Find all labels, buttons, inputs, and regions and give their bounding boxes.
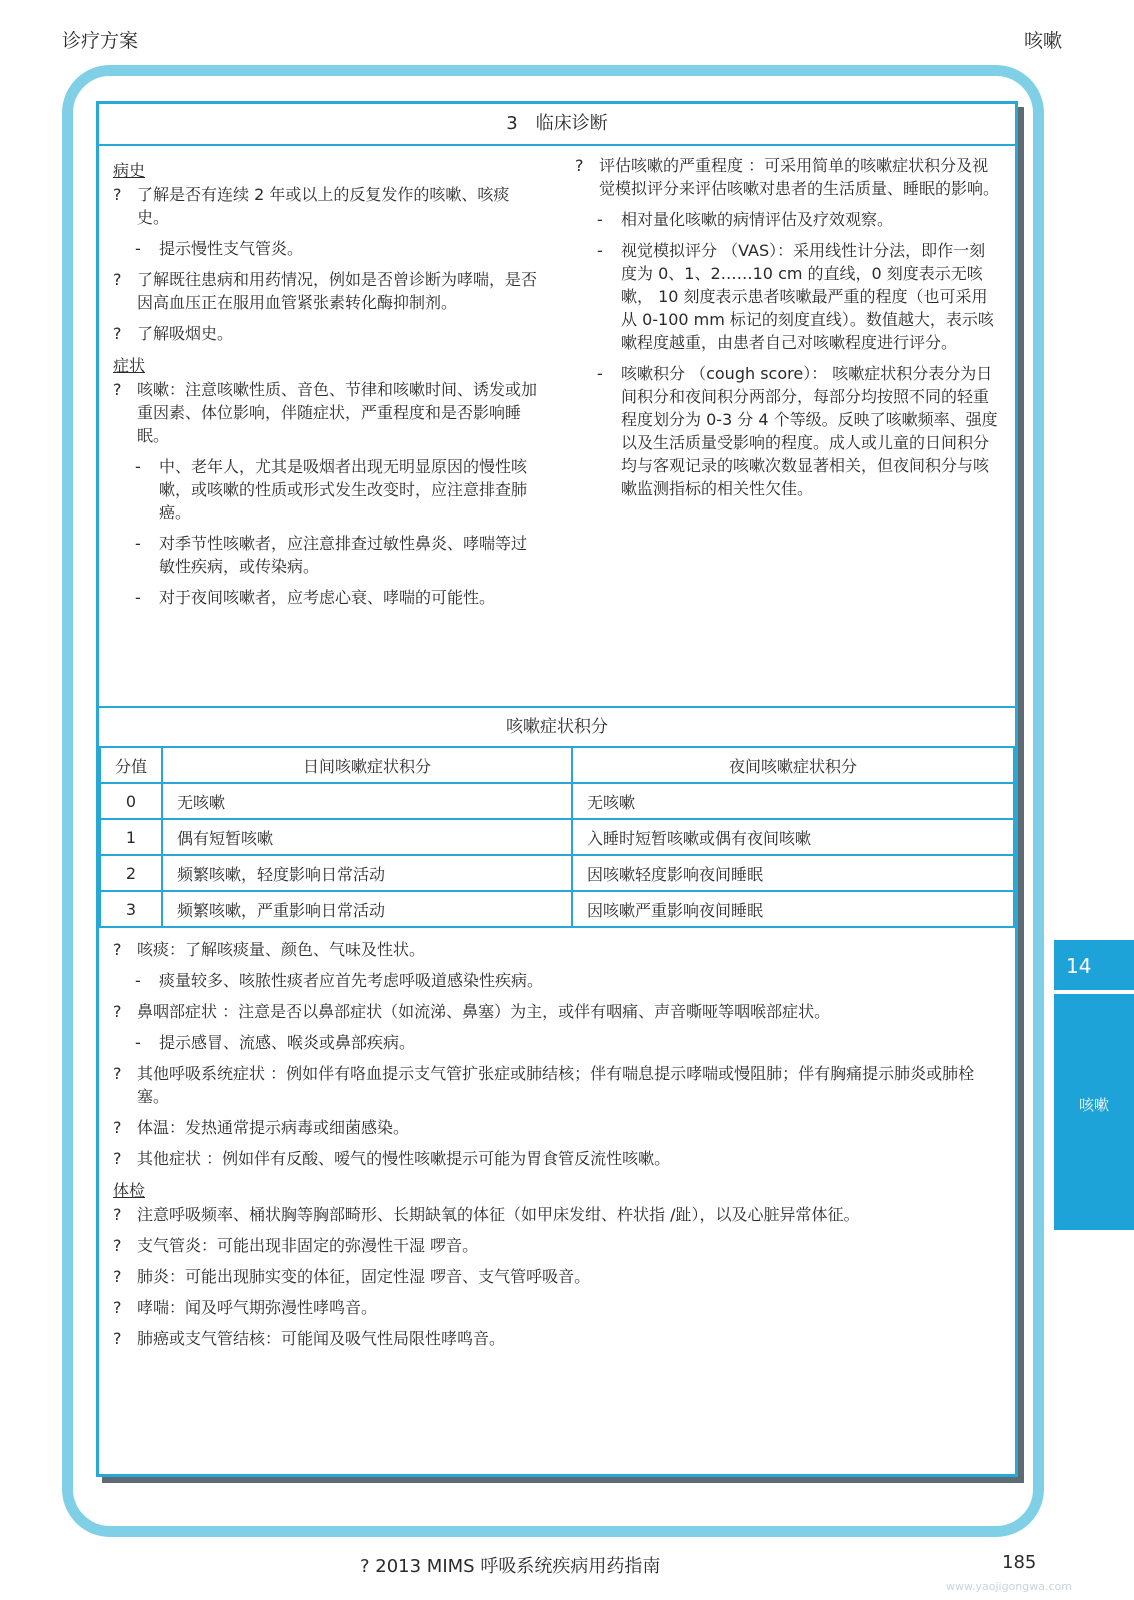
list-item: - 对于夜间咳嗽者，应考虑心衰、哮喘的可能性。 bbox=[135, 588, 496, 607]
table-cell: 2 bbox=[100, 855, 162, 891]
table-row bbox=[100, 819, 1014, 855]
list-item: ? 其他症状 ：例如伴有反酸、嗳气的慢性咳嗽提示可能为胃食管反流性咳嗽。 bbox=[113, 1149, 671, 1168]
header-right: 咳嗽 bbox=[1023, 30, 1062, 52]
list-item: - 咳嗽积分 （cough score）： 咳嗽症状积分表分为日间积分和夜间积分两部分，每部分均按照不同的轻重程度划分为 0-3 分 4 个等级。反映了咳嗽频率、强度以及生活质量受影响的程度。成人或儿童的日间积分均与客观记录的咳嗽次数显著相关，但夜间积分与咳嗽监测指标的相关性欠佳。 bbox=[597, 364, 998, 498]
list-item: - 相对量化咳嗽的病情评估及疗效观察。 bbox=[597, 210, 894, 229]
table-cell: 因咳嗽轻度影响夜间睡眠 bbox=[572, 855, 1014, 891]
list-item: ? 体温：发热通常提示病毒或细菌感染。 bbox=[113, 1118, 410, 1137]
left-column bbox=[113, 152, 569, 706]
lower-section bbox=[99, 928, 1015, 1350]
table-cell: 入睡时短暂咳嗽或偶有夜间咳嗽 bbox=[572, 819, 1014, 855]
table-header: 日间咳嗽症状积分 bbox=[162, 747, 572, 783]
table-cell: 偶有短暂咳嗽 bbox=[162, 819, 572, 855]
header-left: 诊疗方案 bbox=[62, 30, 139, 52]
list-item: ? 其他呼吸系统症状 ：例如伴有咯血提示支气管扩张症或肺结核；伴有喘息提示哮喘或慢阻肺；伴有胸痛提示肺炎或肺栓塞。 bbox=[113, 1064, 975, 1106]
table-header-row bbox=[100, 747, 1014, 783]
table-row bbox=[100, 855, 1014, 891]
list-item: ? 了解吸烟史。 bbox=[113, 324, 234, 343]
chapter-tab-label: 咳嗽 bbox=[1054, 994, 1134, 1230]
page-number: 185 bbox=[1002, 1552, 1037, 1573]
table-cell: 频繁咳嗽，严重影响日常活动 bbox=[162, 891, 572, 927]
watermark: www.yaojigongwa.com bbox=[946, 1580, 1072, 1593]
table-row bbox=[100, 891, 1014, 927]
footer-title: ? 2013 MIMS 呼吸系统疾病用药指南 bbox=[360, 1556, 661, 1577]
section-number: 3 bbox=[506, 113, 518, 134]
table-cell: 无咳嗽 bbox=[572, 783, 1014, 819]
content-box bbox=[96, 101, 1018, 1477]
list-item: ? 哮喘：闻及呼气期弥漫性哮鸣音。 bbox=[113, 1298, 378, 1317]
list-item: - 痰量较多、咳脓性痰者应首先考虑呼吸道感染性疾病。 bbox=[135, 971, 544, 990]
section-title bbox=[99, 104, 1015, 146]
table-cell: 无咳嗽 bbox=[162, 783, 572, 819]
list-item: - 视觉模拟评分 （VAS）：采用线性计分法，即作一刻度为 0、1、2……10 cm 的直线，0 刻度表示无咳嗽， 10 刻度表示患者咳嗽最严重的程度（也可采用从 0-100 mm 标记的刻度直线）。数值越大，表示咳嗽程度越重，由患者自己对咳嗽程度进行评分。 bbox=[597, 241, 994, 352]
table-header: 分值 bbox=[100, 747, 162, 783]
history-heading: 病史 bbox=[113, 161, 146, 180]
list-item: ? 肺癌或支气管结核：可能闻及吸气性局限性哮鸣音。 bbox=[113, 1329, 506, 1348]
list-item: - 提示感冒、流感、喉炎或鼻部疾病。 bbox=[135, 1033, 416, 1052]
chapter-tab-number: 14 bbox=[1054, 940, 1134, 990]
exam-heading: 体检 bbox=[113, 1181, 146, 1200]
list-item: ? 鼻咽部症状 ：注意是否以鼻部症状（如流涕、鼻塞）为主，或伴有咽痛、声音嘶哑等咽喉部症状。 bbox=[113, 1002, 831, 1021]
table-cell: 0 bbox=[100, 783, 162, 819]
list-item: ? 了解既往患病和用药情况，例如是否曾诊断为哮喘，是否因高血压正在服用血管紧张素转化酶抑制剂。 bbox=[113, 270, 538, 312]
list-item: ? 注意呼吸频率、桶状胸等胸部畸形、长期缺氧的体征（如甲床发绀、杵状指 /趾），以及心脏异常体征。 bbox=[113, 1205, 860, 1224]
right-column bbox=[569, 152, 1001, 706]
list-item: ? 评估咳嗽的严重程度 ：可采用简单的咳嗽症状积分及视觉模拟评分来评估咳嗽对患者的生活质量、睡眠的影响。 bbox=[575, 156, 1000, 198]
symptom-heading: 症状 bbox=[113, 356, 146, 375]
table-cell: 3 bbox=[100, 891, 162, 927]
table-header: 夜间咳嗽症状积分 bbox=[572, 747, 1014, 783]
table-cell: 1 bbox=[100, 819, 162, 855]
cough-score-table bbox=[99, 746, 1015, 928]
table-title: 咳嗽症状积分 bbox=[99, 706, 1015, 746]
list-item: - 提示慢性支气管炎。 bbox=[135, 239, 304, 258]
list-item: ? 肺炎：可能出现肺实变的体征，固定性湿 啰音、支气管呼吸音。 bbox=[113, 1267, 591, 1286]
two-columns bbox=[99, 146, 1015, 706]
section-heading: 临床诊断 bbox=[535, 113, 608, 134]
list-item: ? 咳嗽：注意咳嗽性质、音色、节律和咳嗽时间、诱发或加重因素、体位影响，伴随症状，严重程度和是否影响睡眠。 bbox=[113, 380, 538, 445]
table-row bbox=[100, 783, 1014, 819]
table-cell: 频繁咳嗽，轻度影响日常活动 bbox=[162, 855, 572, 891]
list-item: ? 咳痰：了解咳痰量、颜色、气味及性状。 bbox=[113, 940, 426, 959]
list-item: ? 支气管炎：可能出现非固定的弥漫性干湿 啰音。 bbox=[113, 1236, 479, 1255]
table-cell: 因咳嗽严重影响夜间睡眠 bbox=[572, 891, 1014, 927]
list-item: - 中、老年人，尤其是吸烟者出现无明显原因的慢性咳嗽，或咳嗽的性质或形式发生改变时，应注意排查肺癌。 bbox=[135, 457, 528, 522]
list-item: ? 了解是否有连续 2 年或以上的反复发作的咳嗽、咳痰史。 bbox=[113, 185, 510, 227]
list-item: - 对季节性咳嗽者，应注意排查过敏性鼻炎、哮喘等过敏性疾病，或传染病。 bbox=[135, 534, 528, 576]
